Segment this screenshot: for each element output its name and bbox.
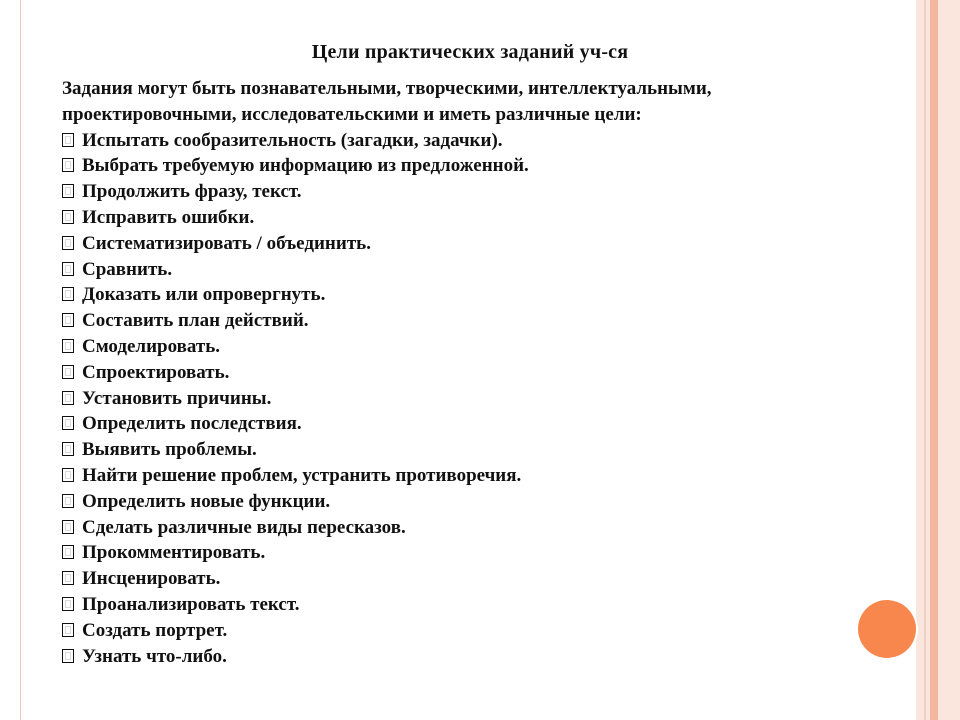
list-item	[62, 308, 842, 334]
list-item-text: Проанализировать текст.	[82, 593, 300, 615]
square-bullet-icon	[62, 339, 74, 353]
square-bullet-icon	[62, 623, 74, 637]
slide-title: Цели практических заданий уч-ся	[311, 41, 629, 63]
list-item-text: Установить причины.	[82, 387, 272, 409]
list-item-text: Выбрать требуемую информацию из предложенной.	[82, 155, 529, 177]
right-stripe-dark	[930, 0, 938, 720]
list-item-text: Инсценировать.	[82, 568, 221, 590]
square-bullet-icon	[62, 391, 74, 405]
list-item-text: Составить план действий.	[82, 310, 309, 332]
list-item-text: Испытать сообразительность (загадки, задачки).	[82, 129, 503, 151]
square-bullet-icon	[62, 468, 74, 482]
square-bullet-icon	[62, 210, 74, 224]
square-bullet-icon	[62, 416, 74, 430]
list-item-text: Сделать различные виды пересказов.	[82, 516, 406, 538]
list-item	[62, 334, 842, 360]
square-bullet-icon	[62, 262, 74, 276]
list-item	[62, 282, 842, 308]
right-stripe-line	[924, 0, 926, 720]
square-bullet-icon	[62, 287, 74, 301]
list-item	[62, 205, 842, 231]
list-item	[62, 644, 842, 670]
list-item	[62, 179, 842, 205]
list-item-text: Спроектировать.	[82, 361, 230, 383]
list-item-text: Прокомментировать.	[82, 542, 266, 564]
list-item	[62, 566, 842, 592]
list-item	[62, 153, 842, 179]
square-bullet-icon	[62, 184, 74, 198]
square-bullet-icon	[62, 313, 74, 327]
list-item-text: Исправить ошибки.	[82, 206, 255, 228]
square-bullet-icon	[62, 494, 74, 508]
square-bullet-icon	[62, 133, 74, 147]
list-item	[62, 360, 842, 386]
list-item	[62, 411, 842, 437]
list-item-text: Создать портрет.	[82, 619, 228, 641]
list-item	[62, 386, 842, 412]
list-item-text: Доказать или опровергнуть.	[82, 284, 326, 306]
intro-paragraph: Задания могут быть познавательными, творческими, интеллектуальными, проектировочными, исследовательскими и иметь различные цели:	[62, 78, 712, 125]
goals-list	[62, 128, 842, 670]
list-item-text: Систематизировать / объединить.	[82, 232, 371, 254]
square-bullet-icon	[62, 520, 74, 534]
right-stripe-light	[916, 0, 960, 720]
list-item	[62, 463, 842, 489]
list-item	[62, 437, 842, 463]
list-item-text: Сравнить.	[82, 258, 173, 280]
list-item	[62, 231, 842, 257]
square-bullet-icon	[62, 365, 74, 379]
square-bullet-icon	[62, 545, 74, 559]
slide-content	[62, 76, 842, 669]
list-item-text: Смоделировать.	[82, 335, 221, 357]
decorative-orange-circle	[858, 600, 916, 658]
list-item	[62, 618, 842, 644]
list-item	[62, 592, 842, 618]
square-bullet-icon	[62, 236, 74, 250]
square-bullet-icon	[62, 158, 74, 172]
list-item-text: Найти решение проблем, устранить противоречия.	[82, 464, 522, 486]
list-item-text: Определить новые функции.	[82, 490, 331, 512]
list-item	[62, 540, 842, 566]
square-bullet-icon	[62, 571, 74, 585]
square-bullet-icon	[62, 442, 74, 456]
list-item-text: Определить последствия.	[82, 413, 302, 435]
list-item	[62, 128, 842, 154]
list-item	[62, 257, 842, 283]
list-item-text: Выявить проблемы.	[82, 439, 257, 461]
list-item-text: Продолжить фразу, текст.	[82, 181, 302, 203]
list-item-text: Узнать что-либо.	[82, 645, 227, 667]
square-bullet-icon	[62, 597, 74, 611]
list-item	[62, 515, 842, 541]
list-item	[62, 489, 842, 515]
square-bullet-icon	[62, 649, 74, 663]
